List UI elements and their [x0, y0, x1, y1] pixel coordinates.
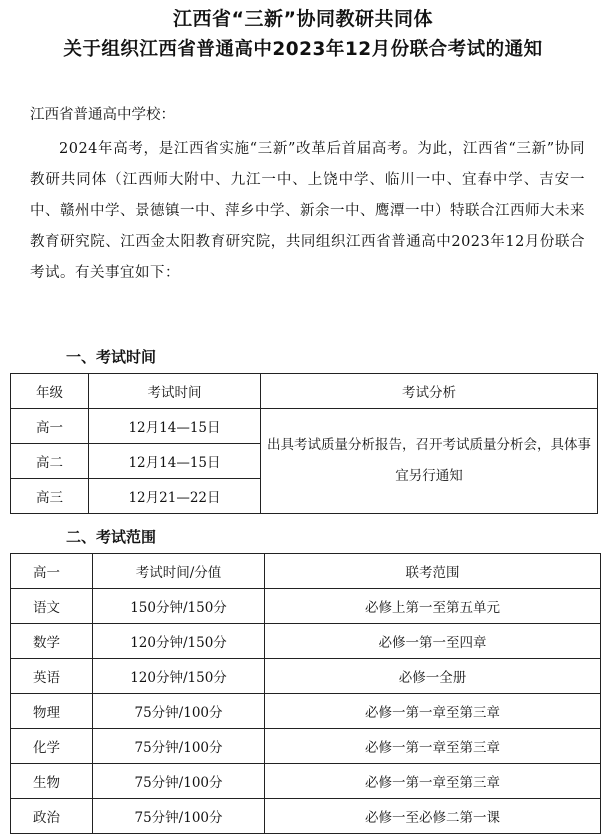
table-row	[11, 729, 601, 764]
exam-time-table	[10, 373, 598, 514]
subject-cell: 政治	[11, 799, 93, 834]
header-cell: 考试时间/分值	[93, 554, 265, 589]
header-cell: 考试时间	[89, 374, 261, 409]
scope-cell: 必修一第一章至第三章	[265, 764, 601, 799]
analysis-cell: 出具考试质量分析报告，召开考试质量分析会，具体事宜另行通知	[261, 409, 598, 514]
table-row	[11, 659, 601, 694]
subject-cell: 语文	[11, 589, 93, 624]
document-title: 江西省“三新”协同教研共同体	[173, 8, 433, 30]
scope-cell: 必修一全册	[265, 659, 601, 694]
table-row	[11, 589, 601, 624]
time-cell: 12月21—22日	[89, 479, 261, 514]
table-header-row	[11, 554, 601, 589]
document-subtitle: 关于组织江西省普通高中2023年12月份联合考试的通知	[63, 39, 543, 60]
time-cell: 12月14—15日	[89, 409, 261, 444]
scope-cell: 必修上第一至第五单元	[265, 589, 601, 624]
time-score-cell: 150分钟/150分	[93, 589, 265, 624]
subject-cell: 生物	[11, 764, 93, 799]
time-score-cell: 120分钟/150分	[93, 624, 265, 659]
scope-cell: 必修一第一章至第三章	[265, 694, 601, 729]
section-heading-exam-scope: 二、考试范围	[66, 528, 157, 546]
exam-scope-table	[10, 553, 601, 834]
time-score-cell: 75分钟/100分	[93, 729, 265, 764]
header-cell: 高一	[11, 554, 93, 589]
header-cell: 年级	[11, 374, 89, 409]
table-row	[11, 764, 601, 799]
subject-cell: 物理	[11, 694, 93, 729]
salutation: 江西省普通高中学校：	[30, 107, 175, 123]
section-heading-exam-time: 一、考试时间	[66, 348, 157, 366]
grade-cell: 高三	[11, 479, 89, 514]
time-cell: 12月14—15日	[89, 444, 261, 479]
scope-cell: 必修一第一至四章	[265, 624, 601, 659]
time-score-cell: 120分钟/150分	[93, 659, 265, 694]
scope-cell: 必修一至必修二第一课	[265, 799, 601, 834]
body-paragraph: 2024年高考，是江西省实施“三新”改革后首届高考。为此，江西省“三新”协同教研共同体（江西师大附中、九江一中、上饶中学、临川一中、宜春中学、吉安一中、赣州中学、景德镇一中、萍乡中学、新余一中、鹰潭一中）特联合江西师大未来教育研究院、江西金太阳教育研究院，共同组织江西省普通高中2023年12月份联合考试。有关事宜如下：	[30, 141, 585, 281]
time-score-cell: 75分钟/100分	[93, 694, 265, 729]
time-score-cell: 75分钟/100分	[93, 764, 265, 799]
subject-cell: 化学	[11, 729, 93, 764]
table-row	[11, 694, 601, 729]
table-header-row	[11, 374, 598, 409]
subject-cell: 英语	[11, 659, 93, 694]
time-score-cell: 75分钟/100分	[93, 799, 265, 834]
header-cell: 联考范围	[265, 554, 601, 589]
grade-cell: 高一	[11, 409, 89, 444]
scope-cell: 必修一第一章至第三章	[265, 729, 601, 764]
grade-cell: 高二	[11, 444, 89, 479]
table-row	[11, 409, 598, 444]
header-cell: 考试分析	[261, 374, 598, 409]
subject-cell: 数学	[11, 624, 93, 659]
table-row	[11, 624, 601, 659]
table-row	[11, 799, 601, 834]
